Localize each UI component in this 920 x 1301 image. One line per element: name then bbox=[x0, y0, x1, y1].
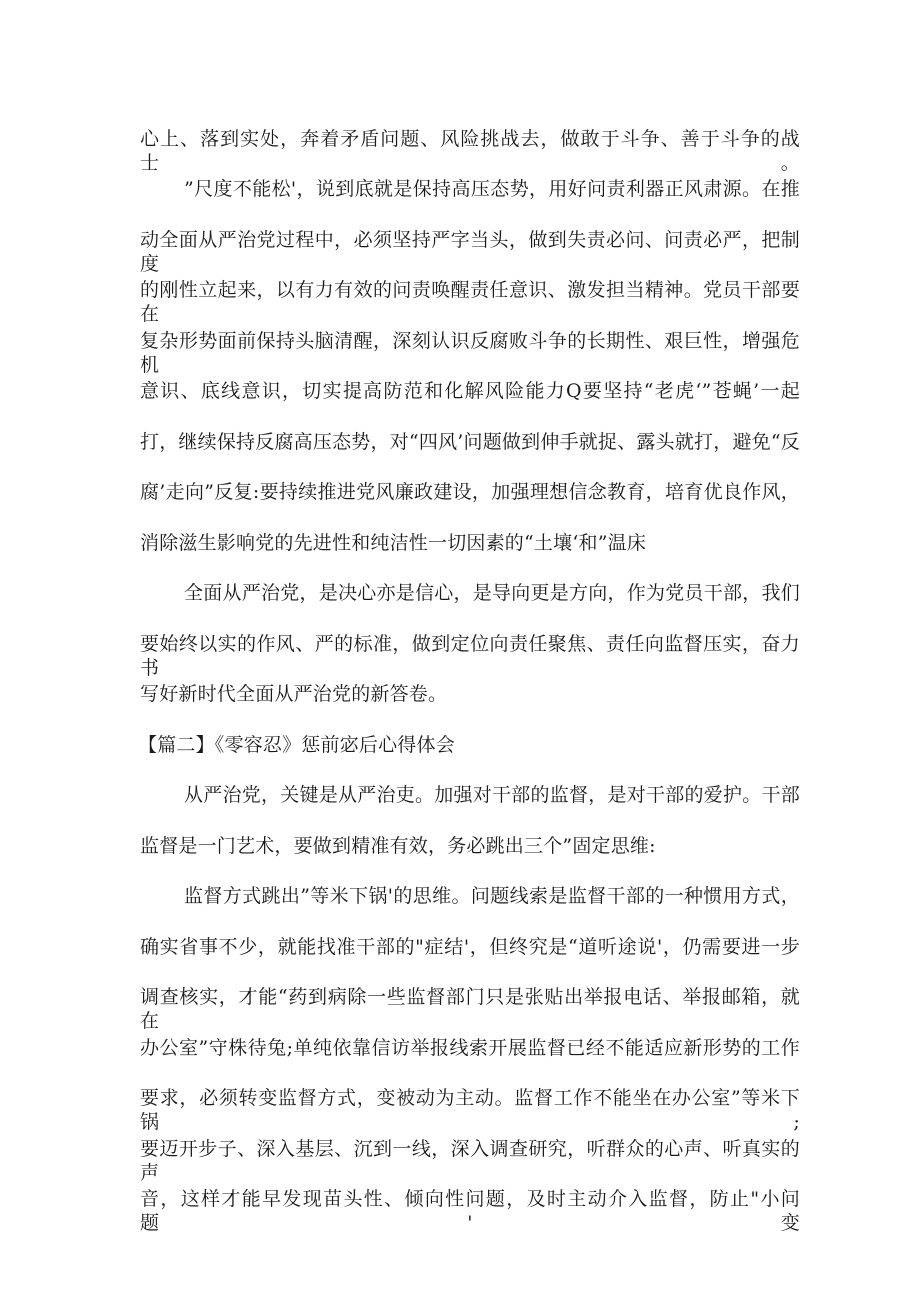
text-line-1: 心上、落到实处，奔着矛盾问题、风险挑战去，做敢于斗争、善于斗争的战士。 bbox=[140, 128, 800, 174]
text-line-19: 办公室”守株待兔;单纯依靠信访举报线索开展监督已经不能适应新形势的工作 bbox=[140, 1037, 800, 1059]
text-line-6: 意识、底线意识，切实提高防范和化解风险能力Q要坚持“老虎‘”苍蝇’一起 bbox=[140, 380, 800, 402]
section-heading: 【篇二】《零容忍》惩前宓后心得体会 bbox=[138, 734, 455, 756]
text-line-18: 调查核实，才能“药到病除一些监督部门只是张贴出举报电话、举报邮箱，就在 bbox=[140, 986, 800, 1032]
text-line-22: 音，这样才能早发现苗头性、倾向性问题，及时主动介入监督，防止"小问题'变 bbox=[140, 1188, 800, 1234]
text-line-15: 监督是一门艺术，要做到精准有效，务必跳出三个”固定思维: bbox=[140, 835, 656, 857]
text-line-12: 写好新时代全面从严治党的新答卷。 bbox=[140, 683, 448, 705]
text-line-10: 全面从严治党，是决心亦是信心，是导向更是方向，作为党员干部，我们 bbox=[184, 582, 800, 604]
text-line-20: 要求，必须转变监督方式，变被动为主动。监督工作不能坐在办公室”等米下锅; bbox=[140, 1087, 800, 1133]
text-line-9: 消除滋生影响党的先进性和纯洁性一切因素的“土壤‘和”温床 bbox=[140, 532, 647, 554]
text-line-21: 要迈开步子、深入基层、沉到一线，深入调查研究，听群众的心声、听真实的声 bbox=[140, 1138, 800, 1184]
text-line-11: 要始终以实的作风、严的标准，做到定位向责任聚焦、责任向监督压实，奋力书 bbox=[140, 633, 800, 679]
text-line-7: 打，继续保持反腐高压态势，对“四风’问题做到伸手就捉、露头就打，避免“反 bbox=[140, 431, 800, 453]
text-line-2: ”尺度不能松'，说到底就是保持高压态势，用好问责利器正风肃源。在推 bbox=[184, 178, 800, 200]
text-line-8: 腐’走向”反复:要持续推进党风廉政建设，加强理想信念教育，培育优良作风， bbox=[140, 481, 800, 503]
text-line-5: 复杂形势面前保持头脑清醒，深刻认识反腐败斗争的长期性、艰巨性，增强危机 bbox=[140, 330, 800, 376]
text-line-14: 从严治党，关键是从严治吏。加强对干部的监督，是对干部的爱护。干部 bbox=[184, 784, 800, 806]
text-line-16: 监督方式跳出”等米下锅'的思维。问题线索是监督干部的一种惯用方式， bbox=[184, 885, 800, 907]
text-line-4: 的刚性立起来，以有力有效的问责唤醒责任意识、激发担当精神。党员干部要在 bbox=[140, 279, 800, 325]
text-line-3: 动全面从严治党过程中，必须坚持严字当头，做到失责必问、问责必严，把制度 bbox=[140, 229, 800, 275]
text-line-17: 确实省事不少，就能找准干部的"症结'，但终究是“道听途说'，仍需要进一步 bbox=[140, 936, 800, 958]
